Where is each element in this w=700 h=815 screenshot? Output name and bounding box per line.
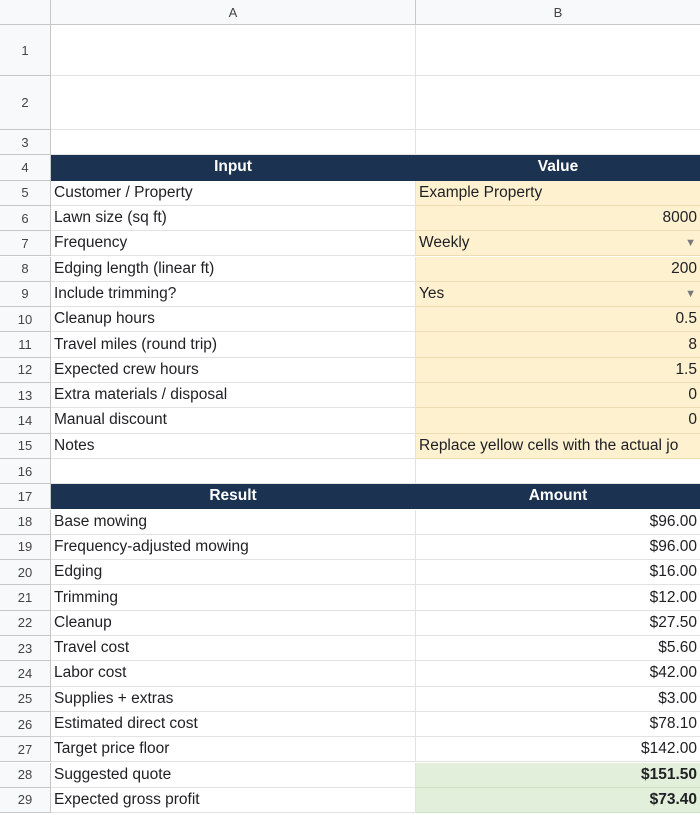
row-header-21[interactable]: 21 [0,585,51,610]
cell-a5[interactable]: Customer / Property [51,181,416,206]
cell-a22[interactable]: Cleanup [51,611,416,636]
cell-a23[interactable]: Travel cost [51,636,416,661]
cell-a3[interactable] [51,130,416,155]
cell-a24[interactable]: Labor cost [51,661,416,686]
row-header-7[interactable]: 7 [0,231,51,256]
cell-b25[interactable]: $3.00 [416,687,700,712]
column-header-b[interactable]: B [416,0,700,25]
cell-b4[interactable]: Value [416,155,700,180]
cell-a14[interactable]: Manual discount [51,408,416,433]
row-header-23[interactable]: 23 [0,636,51,661]
cell-b6[interactable]: 8000 [416,206,700,231]
cell-b21[interactable]: $12.00 [416,585,700,610]
cell-b5[interactable]: Example Property [416,181,700,206]
cell-b27[interactable]: $142.00 [416,737,700,762]
cell-b23[interactable]: $5.60 [416,636,700,661]
cell-b12[interactable]: 1.5 [416,358,700,383]
cell-a2[interactable] [51,76,416,130]
select-all-corner[interactable] [0,0,51,25]
cell-b8[interactable]: 200 [416,257,700,282]
row-header-24[interactable]: 24 [0,661,51,686]
cell-b24[interactable]: $42.00 [416,661,700,686]
row-header-28[interactable]: 28 [0,763,51,788]
cell-b1[interactable] [416,25,700,76]
cell-b26[interactable]: $78.10 [416,712,700,737]
cell-b9[interactable] [416,282,700,307]
row-header-22[interactable]: 22 [0,611,51,636]
cell-a12[interactable]: Expected crew hours [51,358,416,383]
row-header-9[interactable]: 9 [0,282,51,307]
row-header-4[interactable]: 4 [0,155,51,180]
row-header-17[interactable]: 17 [0,484,51,509]
row-header-12[interactable]: 12 [0,358,51,383]
dropdown-value: Yes [419,284,445,302]
cell-a25[interactable]: Supplies + extras [51,687,416,712]
row-header-20[interactable]: 20 [0,560,51,585]
row-header-19[interactable]: 19 [0,535,51,560]
row-header-10[interactable]: 10 [0,307,51,332]
cell-b20[interactable]: $16.00 [416,560,700,585]
cell-a6[interactable]: Lawn size (sq ft) [51,206,416,231]
row-header-16[interactable]: 16 [0,459,51,484]
cell-b16[interactable] [416,459,700,484]
cell-a29[interactable]: Expected gross profit [51,788,416,813]
cell-a9[interactable]: Include trimming? [51,282,416,307]
triangle-down-icon[interactable]: ▼ [685,237,696,250]
cell-a15[interactable]: Notes [51,434,416,459]
cell-b11[interactable]: 8 [416,332,700,357]
row-header-26[interactable]: 26 [0,712,51,737]
cell-b28[interactable]: $151.50 [416,763,700,788]
cell-a16[interactable] [51,459,416,484]
row-header-2[interactable]: 2 [0,76,51,130]
row-header-13[interactable]: 13 [0,383,51,408]
column-header-a[interactable]: A [51,0,416,25]
cell-b18[interactable]: $96.00 [416,510,700,535]
cell-a28[interactable]: Suggested quote [51,763,416,788]
cell-b17[interactable]: Amount [416,484,700,509]
row-header-11[interactable]: 11 [0,332,51,357]
dropdown-value: Weekly [419,234,470,252]
cell-a27[interactable]: Target price floor [51,737,416,762]
cell-a17[interactable]: Result [51,484,416,509]
row-header-15[interactable]: 15 [0,434,51,459]
cell-b2[interactable] [416,76,700,130]
cell-b13[interactable]: 0 [416,383,700,408]
cell-a19[interactable]: Frequency-adjusted mowing [51,535,416,560]
cell-b3[interactable] [416,130,700,155]
row-header-3[interactable]: 3 [0,130,51,155]
cell-b29[interactable]: $73.40 [416,788,700,813]
row-header-8[interactable]: 8 [0,257,51,282]
cell-a11[interactable]: Travel miles (round trip) [51,332,416,357]
cell-a7[interactable]: Frequency [51,231,416,256]
cell-a20[interactable]: Edging [51,560,416,585]
triangle-down-icon[interactable]: ▼ [685,287,696,300]
cell-b14[interactable]: 0 [416,408,700,433]
cell-a1[interactable] [51,25,416,76]
row-header-5[interactable]: 5 [0,181,51,206]
cell-a8[interactable]: Edging length (linear ft) [51,257,416,282]
cell-b19[interactable]: $96.00 [416,535,700,560]
cell-b22[interactable]: $27.50 [416,611,700,636]
cell-a13[interactable]: Extra materials / disposal [51,383,416,408]
cell-b7[interactable] [416,231,700,256]
row-header-14[interactable]: 14 [0,408,51,433]
row-header-27[interactable]: 27 [0,737,51,762]
row-header-18[interactable]: 18 [0,510,51,535]
row-header-1[interactable]: 1 [0,25,51,76]
cell-b10[interactable]: 0.5 [416,307,700,332]
row-header-6[interactable]: 6 [0,206,51,231]
cell-a26[interactable]: Estimated direct cost [51,712,416,737]
cell-a10[interactable]: Cleanup hours [51,307,416,332]
cell-a21[interactable]: Trimming [51,585,416,610]
cell-b15[interactable]: Replace yellow cells with the actual jo [416,434,700,459]
cell-a18[interactable]: Base mowing [51,510,416,535]
row-header-29[interactable]: 29 [0,788,51,813]
row-header-25[interactable]: 25 [0,687,51,712]
cell-a4[interactable]: Input [51,155,416,180]
